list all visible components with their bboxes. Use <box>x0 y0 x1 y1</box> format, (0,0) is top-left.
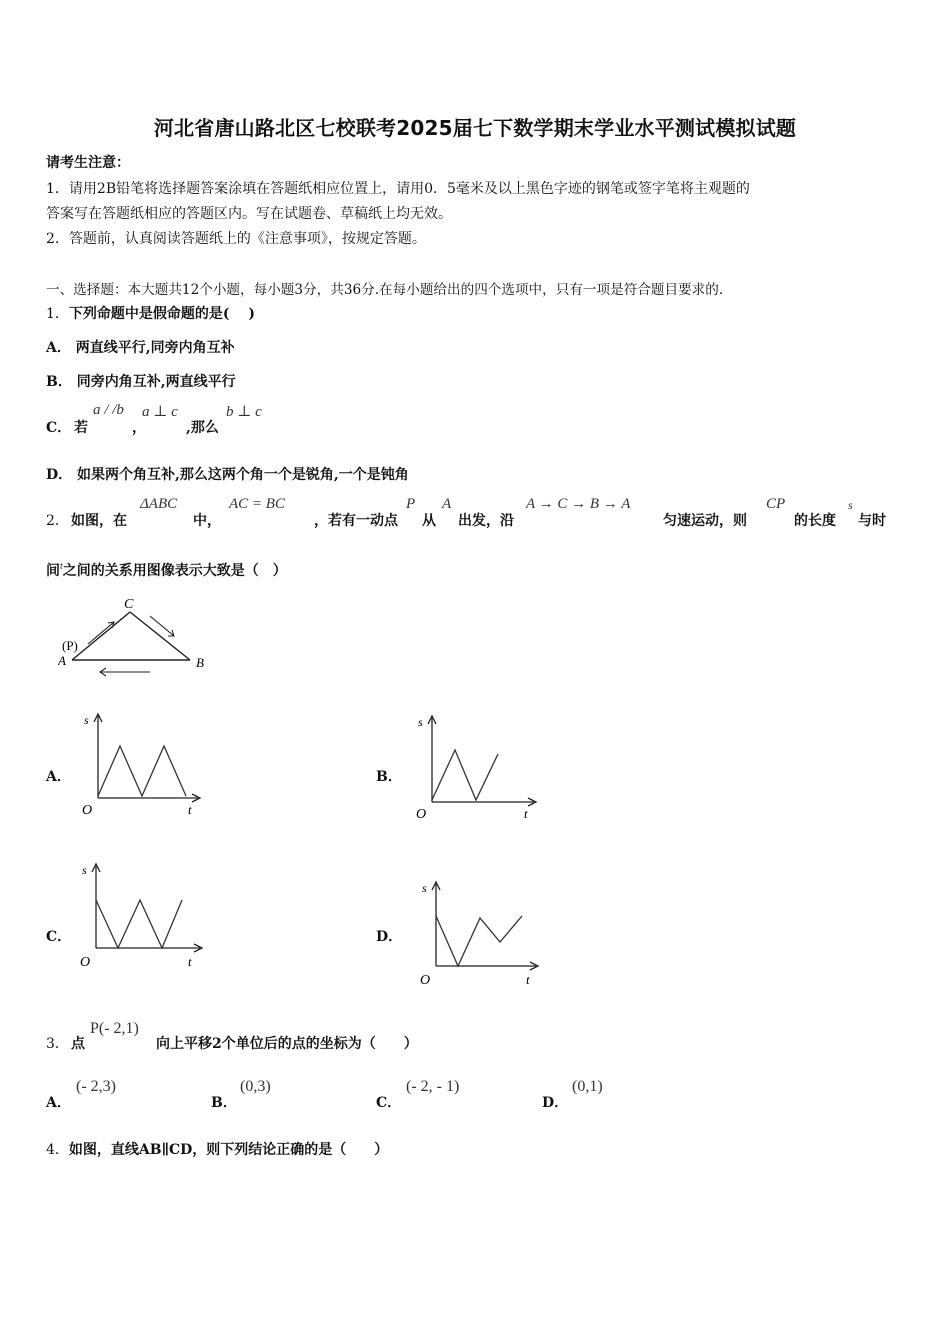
question-text: 匀速运动，则 <box>663 513 747 529</box>
option-label: D． <box>542 1095 569 1111</box>
question-text: 间 <box>46 563 60 579</box>
question-text: 如图，直线AB∥CD，则下列结论正确的是（ ） <box>68 1142 389 1158</box>
q2-option-d-label: D． <box>376 929 403 945</box>
section-heading: 一、选择题：本大题共12个小题，每小题3分，共36分.在每小题给出的四个选项中，只有一项是符合题目要求的. <box>46 282 724 298</box>
math-path: A → C → B → A <box>526 496 631 512</box>
math-perpendicular: a ⊥ c <box>142 404 178 420</box>
option-text: 如果两个角互补,那么这两个角一个是锐角,一个是钝角 <box>77 467 409 483</box>
option-label: A． <box>46 340 71 356</box>
option-text: ,那么 <box>186 420 219 436</box>
question-text: 出发，沿 <box>458 513 514 529</box>
question-number: 3． <box>46 1036 69 1052</box>
question-number: 1． <box>46 306 69 322</box>
axis-label-s: s <box>84 713 89 727</box>
option-label: B． <box>211 1095 237 1111</box>
question-text: 从 <box>422 513 436 529</box>
notice-item-1: 1．请用2B铅笔将选择题答案涂填在答题纸相应位置上，请用0．5毫米及以上黑色字迹的钢笔或签字笔将主观题的 <box>46 181 750 197</box>
axis-label-t: t <box>524 806 528 821</box>
q2-option-c-label: C． <box>46 929 72 945</box>
q1-option-b <box>46 371 236 391</box>
question-text: ，若有一动点 <box>314 513 398 529</box>
axis-label-t: t <box>188 802 192 817</box>
option-value: (- 2,3) <box>76 1078 116 1095</box>
notice-item-2: 2．答题前，认真阅读答题纸上的《注意事项》，按规定答题。 <box>46 231 426 247</box>
question-text: 之间的关系用图像表示大致是（ ） <box>62 563 287 579</box>
math-equality: AC = BC <box>229 496 285 512</box>
option-label: C． <box>376 1095 402 1111</box>
question-2 <box>46 494 906 534</box>
q1-option-a <box>46 337 235 357</box>
math-parallel: a / /b <box>93 402 124 418</box>
option-value: (0,1) <box>572 1078 603 1095</box>
question-number: 4． <box>46 1142 69 1158</box>
q2-option-a-label: A． <box>46 769 71 785</box>
option-label: B． <box>46 374 72 390</box>
option-label: D． <box>46 467 73 483</box>
q3-options <box>46 1076 666 1116</box>
option-text: ， <box>132 420 146 436</box>
triangle-figure <box>58 592 218 682</box>
option-value: (- 2, - 1) <box>406 1078 460 1095</box>
question-2-cont <box>46 560 287 580</box>
question-stem: 下列命题中是假命题的是( ) <box>68 306 256 322</box>
vertex-label-c: C <box>124 597 134 612</box>
option-text: 同旁内角互补,两直线平行 <box>76 374 236 390</box>
vertex-label-a: A <box>58 653 66 668</box>
question-1 <box>46 303 255 323</box>
question-text: 向上平移2个单位后的点的坐标为（ ） <box>156 1036 418 1052</box>
origin-label: O <box>82 803 93 818</box>
vertex-label-b: B <box>196 655 204 670</box>
axis-label-s: s <box>82 863 87 877</box>
option-label: C． <box>46 420 72 436</box>
math-point: A <box>442 496 452 512</box>
axis-label-t: t <box>188 954 192 969</box>
q2-option-c-graph <box>76 858 216 970</box>
option-value: (0,3) <box>240 1078 271 1095</box>
q2-option-d-graph <box>412 876 552 988</box>
math-point: P <box>406 496 416 512</box>
origin-label: O <box>416 807 427 822</box>
notice-item-1-cont: 答案写在答题纸相应的答题区内。写在试题卷、草稿纸上均无效。 <box>46 206 452 222</box>
point-label-p: (P) <box>62 638 78 653</box>
axis-label-s: s <box>418 715 423 729</box>
q2-option-b-graph <box>410 710 550 822</box>
option-text: 两直线平行,同旁内角互补 <box>75 340 235 356</box>
option-label: A． <box>46 1095 71 1111</box>
question-3 <box>46 1018 546 1054</box>
math-perpendicular: b ⊥ c <box>226 404 262 420</box>
question-text: 与时 <box>858 513 886 529</box>
question-number: 2． <box>46 513 69 529</box>
q1-option-c <box>46 402 346 442</box>
question-text: 的长度 <box>794 513 836 529</box>
q2-option-a-graph <box>76 708 216 820</box>
math-triangle: ΔABC <box>140 496 178 512</box>
axis-label-t: t <box>526 972 530 987</box>
math-segment: CP <box>766 496 786 512</box>
question-text: 如图，在 <box>71 513 127 529</box>
question-text: 中， <box>193 513 221 529</box>
math-point: P(- 2,1) <box>90 1020 139 1037</box>
question-4 <box>46 1139 388 1159</box>
math-variable: s <box>848 498 853 512</box>
origin-label: O <box>420 973 431 988</box>
notice-heading: 请考生注意： <box>46 155 130 171</box>
math-variable: t <box>60 561 63 572</box>
q1-option-d <box>46 464 409 484</box>
origin-label: O <box>80 955 91 970</box>
question-text: 点 <box>71 1036 85 1052</box>
option-text: 若 <box>74 420 88 436</box>
page-title: 河北省唐山路北区七校联考2025届七下数学期末学业水平测试模拟试题 <box>153 116 797 140</box>
axis-label-s: s <box>422 881 427 895</box>
q2-option-b-label: B． <box>376 769 402 785</box>
